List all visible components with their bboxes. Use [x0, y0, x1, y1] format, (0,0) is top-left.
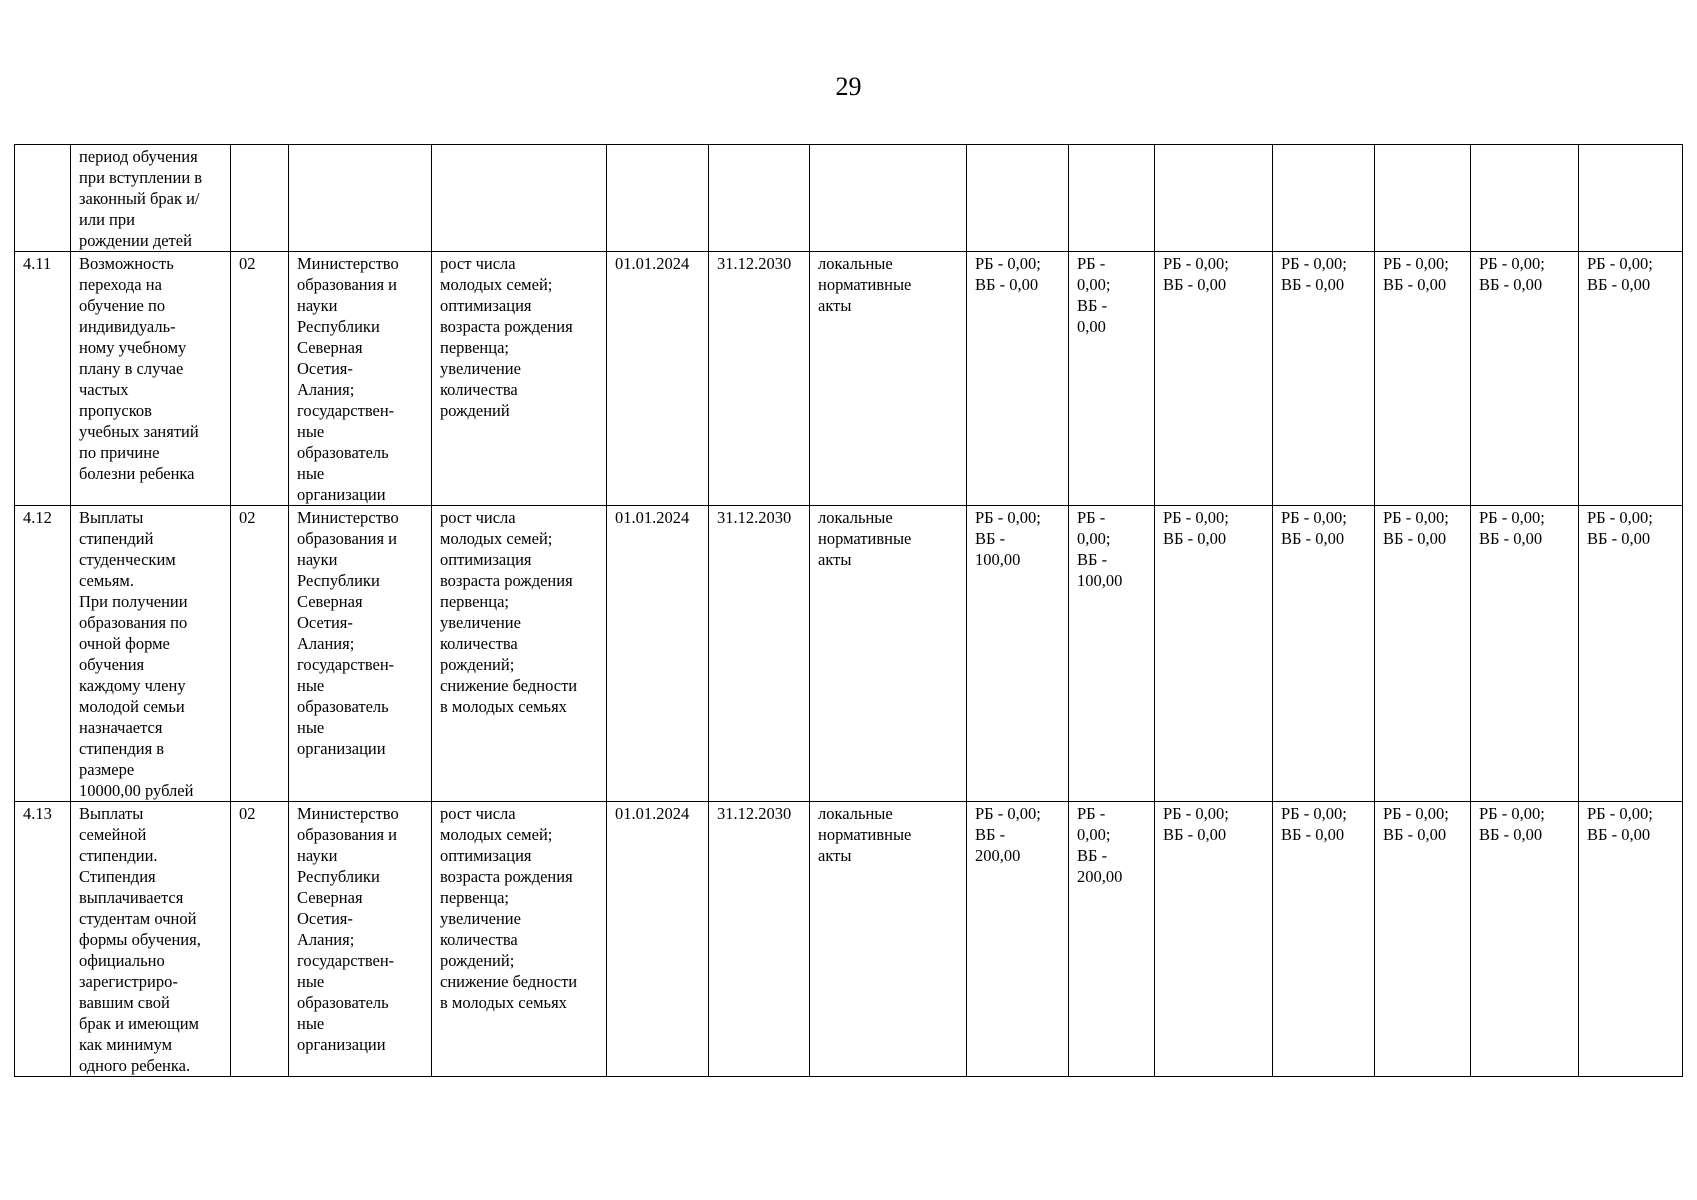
expected-result-cell: рост числа молодых семей; оптимизация возраста рождения первенца; увеличение количества рождений; снижение бедности в молодых семьях: [432, 802, 607, 1077]
start-date-cell: 01.01.2024: [607, 506, 709, 802]
end-date-cell: 31.12.2030: [709, 802, 810, 1077]
funding-cell-7: РБ - 0,00; ВБ - 0,00: [1579, 802, 1683, 1077]
end-date-cell: [709, 145, 810, 252]
end-date-cell: 31.12.2030: [709, 252, 810, 506]
funding-cell-7: РБ - 0,00; ВБ - 0,00: [1579, 506, 1683, 802]
funding-cell-6: РБ - 0,00; ВБ - 0,00: [1471, 506, 1579, 802]
funding-cell-6: РБ - 0,00; ВБ - 0,00: [1471, 252, 1579, 506]
executor-cell: Министерство образования и науки Республики Северная Осетия- Алания; государствен- ные образователь ные организации: [289, 802, 432, 1077]
funding-cell-6: [1471, 145, 1579, 252]
executor-cell: [289, 145, 432, 252]
row-number-cell: 4.13: [15, 802, 71, 1077]
table-row: [15, 145, 1683, 252]
funding-cell-2: [1069, 145, 1155, 252]
funding-cell-4: РБ - 0,00; ВБ - 0,00: [1273, 252, 1375, 506]
measure-name-cell: период обучения при вступлении в законный брак и/ или при рождении детей: [71, 145, 231, 252]
executor-cell: Министерство образования и науки Республики Северная Осетия- Алания; государствен- ные образователь ные организации: [289, 252, 432, 506]
row-number-cell: [15, 145, 71, 252]
funding-cell-1: РБ - 0,00; ВБ - 0,00: [967, 252, 1069, 506]
funding-cell-4: [1273, 145, 1375, 252]
funding-cell-1: [967, 145, 1069, 252]
end-date-cell: 31.12.2030: [709, 506, 810, 802]
funding-cell-4: РБ - 0,00; ВБ - 0,00: [1273, 506, 1375, 802]
funding-cell-4: РБ - 0,00; ВБ - 0,00: [1273, 802, 1375, 1077]
funding-cell-7: [1579, 145, 1683, 252]
row-number-cell: 4.12: [15, 506, 71, 802]
start-date-cell: [607, 145, 709, 252]
measure-name-cell: Возможность перехода на обучение по индивидуаль- ному учебному плану в случае частых пропусков учебных занятий по причине болезни ребенка: [71, 252, 231, 506]
funding-cell-2: РБ - 0,00; ВБ - 0,00: [1069, 252, 1155, 506]
code-cell: [231, 145, 289, 252]
funding-cell-2: РБ - 0,00; ВБ - 200,00: [1069, 802, 1155, 1077]
funding-cell-5: РБ - 0,00; ВБ - 0,00: [1375, 506, 1471, 802]
expected-result-cell: рост числа молодых семей; оптимизация возраста рождения первенца; увеличение количества рождений; снижение бедности в молодых семьях: [432, 506, 607, 802]
code-cell: 02: [231, 802, 289, 1077]
funding-cell-3: РБ - 0,00; ВБ - 0,00: [1155, 802, 1273, 1077]
start-date-cell: 01.01.2024: [607, 252, 709, 506]
funding-cell-5: РБ - 0,00; ВБ - 0,00: [1375, 802, 1471, 1077]
funding-cell-1: РБ - 0,00; ВБ - 200,00: [967, 802, 1069, 1077]
executor-cell: Министерство образования и науки Республики Северная Осетия- Алания; государствен- ные образователь ные организации: [289, 506, 432, 802]
row-number-cell: 4.11: [15, 252, 71, 506]
code-cell: 02: [231, 252, 289, 506]
page-number: 29: [835, 72, 862, 101]
measure-name-cell: Выплаты стипендий студенческим семьям. При получении образования по очной форме обучения каждому члену молодой семьи назначается стипендия в размере 10000,00 рублей: [71, 506, 231, 802]
funding-cell-3: РБ - 0,00; ВБ - 0,00: [1155, 252, 1273, 506]
funding-cell-5: [1375, 145, 1471, 252]
measure-name-cell: Выплаты семейной стипендии. Стипендия выплачивается студентам очной формы обучения, официально зарегистриро- вавшим свой брак и имеющим как минимум одного ребенка.: [71, 802, 231, 1077]
implementation-form-cell: локальные нормативные акты: [810, 506, 967, 802]
implementation-form-cell: [810, 145, 967, 252]
implementation-form-cell: локальные нормативные акты: [810, 252, 967, 506]
table-row: [15, 802, 1683, 1077]
funding-cell-3: [1155, 145, 1273, 252]
expected-result-cell: рост числа молодых семей; оптимизация возраста рождения первенца; увеличение количества рождений: [432, 252, 607, 506]
measures-table: [14, 144, 1683, 1077]
funding-cell-6: РБ - 0,00; ВБ - 0,00: [1471, 802, 1579, 1077]
code-cell: 02: [231, 506, 289, 802]
funding-cell-3: РБ - 0,00; ВБ - 0,00: [1155, 506, 1273, 802]
funding-cell-5: РБ - 0,00; ВБ - 0,00: [1375, 252, 1471, 506]
table-row: [15, 252, 1683, 506]
funding-cell-2: РБ - 0,00; ВБ - 100,00: [1069, 506, 1155, 802]
table-row: [15, 506, 1683, 802]
expected-result-cell: [432, 145, 607, 252]
start-date-cell: 01.01.2024: [607, 802, 709, 1077]
implementation-form-cell: локальные нормативные акты: [810, 802, 967, 1077]
funding-cell-1: РБ - 0,00; ВБ - 100,00: [967, 506, 1069, 802]
funding-cell-7: РБ - 0,00; ВБ - 0,00: [1579, 252, 1683, 506]
